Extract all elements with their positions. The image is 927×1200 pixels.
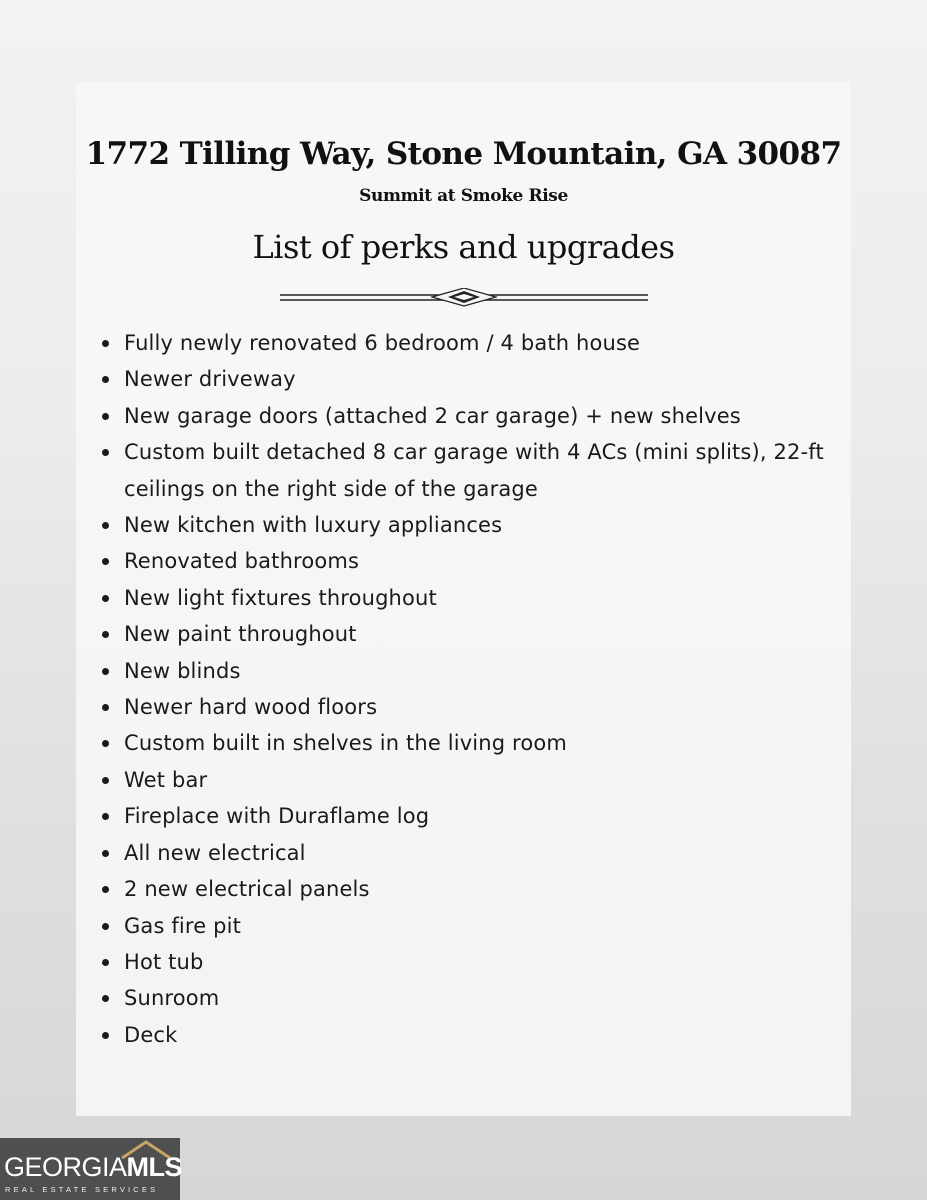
perk-text: 2 new electrical panels <box>124 877 370 902</box>
perk-item <box>95 871 835 907</box>
bullet-icon <box>102 740 109 747</box>
perk-item <box>95 434 835 507</box>
bullet-icon <box>102 413 109 420</box>
perk-item <box>95 798 835 834</box>
perk-text: Newer hard wood floors <box>124 695 378 720</box>
perk-text: New blinds <box>124 658 241 683</box>
perk-text: Sunroom <box>124 986 220 1011</box>
perk-text: New light fixtures throughout <box>124 585 437 610</box>
perk-text: Custom built in shelves in the living room <box>124 731 567 756</box>
perk-item <box>95 507 835 543</box>
bullet-icon <box>102 886 109 893</box>
perks-heading: List of perks and upgrades <box>252 228 675 266</box>
property-address: 1772 Tilling Way, Stone Mountain, GA 30087 <box>85 136 842 172</box>
logo-tagline: REAL ESTATE SERVICES <box>5 1185 159 1194</box>
perk-item <box>95 361 835 397</box>
perk-text: Newer driveway <box>124 367 296 392</box>
perk-text: Hot tub <box>124 949 204 974</box>
perk-text: New garage doors (attached 2 car garage) + new shelves <box>124 403 741 428</box>
bullet-icon <box>102 631 109 638</box>
bullet-icon <box>102 923 109 930</box>
perk-item <box>95 725 835 761</box>
perk-text: New paint throughout <box>124 622 357 647</box>
perks-list <box>95 325 835 1053</box>
perk-item <box>95 908 835 944</box>
bullet-icon <box>102 704 109 711</box>
perk-item <box>95 980 835 1016</box>
perk-text: Renovated bathrooms <box>124 549 360 574</box>
perk-item <box>95 1017 835 1053</box>
bullet-icon <box>102 995 109 1002</box>
perk-item <box>95 543 835 579</box>
perk-text: New kitchen with luxury appliances <box>124 513 503 538</box>
perk-item <box>95 325 835 361</box>
ornament-divider-icon <box>280 288 648 308</box>
bullet-icon <box>102 522 109 529</box>
perk-text: Fireplace with Duraflame log <box>124 804 430 829</box>
logo-brand: GEORGIA <box>4 1152 127 1182</box>
perk-item <box>95 835 835 871</box>
perk-text: Custom built detached 8 car garage with 4 ACs (mini splits), 22-ft ceilings on the right side of the garage <box>124 440 824 501</box>
perk-item <box>95 762 835 798</box>
perk-text: All new electrical <box>124 840 306 865</box>
bullet-icon <box>102 376 109 383</box>
bullet-icon <box>102 813 109 820</box>
perk-text: Deck <box>124 1022 178 1047</box>
bullet-icon <box>102 558 109 565</box>
bullet-icon <box>102 1032 109 1039</box>
perk-item <box>95 580 835 616</box>
bullet-icon <box>102 668 109 675</box>
bullet-icon <box>102 959 109 966</box>
bullet-icon <box>102 595 109 602</box>
bullet-icon <box>102 850 109 857</box>
perk-text: Fully newly renovated 6 bedroom / 4 bath house <box>124 331 641 355</box>
perk-item <box>95 689 835 725</box>
bullet-icon <box>102 449 109 456</box>
subdivision-name: Summit at Smoke Rise <box>359 186 568 206</box>
perk-item <box>95 398 835 434</box>
perk-text: Gas fire pit <box>124 913 241 938</box>
bullet-icon <box>102 777 109 784</box>
perk-item <box>95 616 835 652</box>
perk-item <box>95 944 835 980</box>
perk-item <box>95 653 835 689</box>
bullet-icon <box>102 340 109 347</box>
perk-text: Wet bar <box>124 767 208 792</box>
georgia-mls-logo <box>0 1138 183 1200</box>
logo-brand-suffix: MLS <box>126 1152 183 1182</box>
